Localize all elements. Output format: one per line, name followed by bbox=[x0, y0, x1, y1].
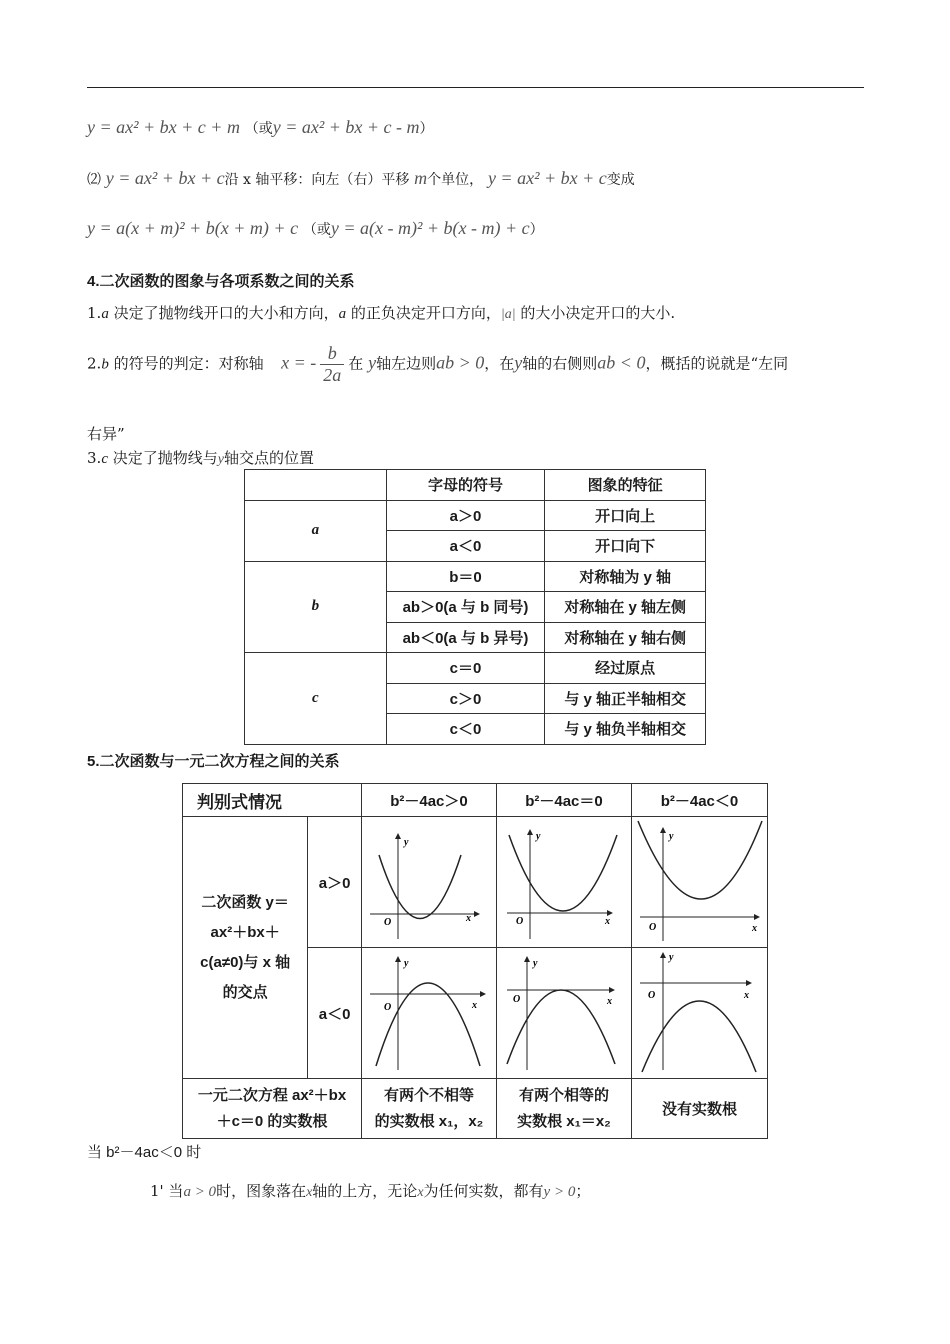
svg-text:y: y bbox=[403, 958, 409, 969]
table-row: 一元二次方程 ax²＋bx ＋c＝0 的实数根 有两个不相等 的实数根 x₁，x₂ 有两个相等的 实数根 x₁＝x₂ 没有实数根 bbox=[183, 1079, 768, 1139]
svg-text:O: O bbox=[648, 922, 657, 933]
parabola-down-two-roots bbox=[362, 948, 496, 1078]
svg-text:O: O bbox=[383, 1002, 392, 1013]
graph-cell bbox=[361, 817, 496, 948]
parabola-down-one-root bbox=[497, 948, 631, 1078]
parabola bbox=[642, 1001, 756, 1072]
svg-text:y: y bbox=[403, 837, 409, 848]
parabola-up-no-roots bbox=[632, 817, 767, 947]
svg-text:x: x bbox=[751, 923, 757, 934]
table-row: c＞0 与 y 轴正半轴相交 bbox=[245, 683, 706, 714]
parabola-up-one-root bbox=[497, 817, 631, 947]
formula-line-1: y = ax² + bx + c + m （或y = ax² + bx + c - m） bbox=[87, 117, 434, 137]
svg-text:O: O bbox=[647, 990, 656, 1001]
parabola bbox=[507, 990, 615, 1064]
graph-cell bbox=[631, 948, 767, 1079]
table-row: a＜0 y x O y x O y x O bbox=[183, 948, 768, 1079]
graph-cell bbox=[361, 948, 496, 1079]
item-2: 2.b 的符号的判定：对称轴 x = - $\frac{b}{2a}$ 在 y轴左边则ab > 0，在y轴的右侧则ab < 0，概括的说就是“左同 bbox=[87, 343, 789, 385]
section-4-title: 4.二次函数的图象与各项系数之间的关系 bbox=[87, 273, 355, 290]
svg-text:y: y bbox=[535, 831, 541, 842]
roots-label: 一元二次方程 ax²＋bx ＋c＝0 的实数根 bbox=[183, 1079, 362, 1139]
formula-line-2: ⑵ y = ax² + bx + c沿 x 轴平移：向左（右）平移 m个单位， y = ax² + bx + c变成 bbox=[87, 168, 635, 188]
table-row: a a＞0 开口向上 bbox=[245, 500, 706, 531]
table-row: 判别式情况 b²－4ac＞0 b²－4ac＝0 b²－4ac＜0 bbox=[183, 784, 768, 817]
table-row: 二次函数 y＝ ax²＋bx＋ c(a≠0)与 x 轴 的交点 a＞0 y x O y x O y x O bbox=[183, 817, 768, 948]
table-row: ab＜0(a 与 b 异号) 对称轴在 y 轴右侧 bbox=[245, 622, 706, 653]
graph-cell bbox=[631, 817, 767, 948]
footer-condition: 当 b²－4ac＜0 时 bbox=[87, 1144, 202, 1161]
fraction-b-2a: $\frac{b}{2a}$ bbox=[320, 343, 344, 386]
svg-text:x: x bbox=[606, 996, 612, 1007]
svg-text:x: x bbox=[465, 913, 471, 924]
svg-text:y: y bbox=[668, 952, 674, 963]
svg-text:O: O bbox=[383, 917, 392, 928]
svg-text:x: x bbox=[743, 990, 749, 1001]
item-3: 3.c 决定了抛物线与y轴交点的位置 bbox=[87, 449, 314, 467]
parabola-down-no-roots bbox=[632, 948, 767, 1078]
graph-cell bbox=[496, 817, 631, 948]
item-1: 1.a 决定了抛物线开口的大小和方向，a 的正负决定开口方向，|a| 的大小决定开口的大小. bbox=[87, 304, 676, 322]
table-row: b b＝0 对称轴为 y 轴 bbox=[245, 561, 706, 592]
parabola-up-two-roots bbox=[362, 817, 496, 947]
footer-statement: 1' 当a > 0时，图象落在x轴的上方，无论x为任何实数，都有y > 0； bbox=[150, 1182, 591, 1200]
parabola bbox=[379, 855, 461, 919]
table-row: c c＝0 经过原点 bbox=[245, 653, 706, 684]
svg-text:y: y bbox=[668, 831, 674, 842]
section-5-title: 5.二次函数与一元二次方程之间的关系 bbox=[87, 753, 340, 770]
intersection-label: 二次函数 y＝ ax²＋bx＋ c(a≠0)与 x 轴 的交点 bbox=[183, 817, 308, 1079]
parabola bbox=[509, 835, 617, 911]
table-row: c＜0 与 y 轴负半轴相交 bbox=[245, 714, 706, 745]
svg-text:O: O bbox=[515, 916, 524, 927]
table-row: 字母的符号 图象的特征 bbox=[245, 470, 706, 501]
discriminant-table bbox=[182, 783, 768, 1139]
item-2-continued: 右异” bbox=[87, 425, 125, 443]
table-row: a＜0 开口向下 bbox=[245, 531, 706, 562]
parabola bbox=[638, 821, 762, 899]
svg-text:O: O bbox=[512, 994, 521, 1005]
header-rule bbox=[87, 87, 864, 88]
svg-text:x: x bbox=[471, 1000, 477, 1011]
svg-text:x: x bbox=[604, 916, 610, 927]
parabola bbox=[376, 983, 480, 1066]
graph-cell bbox=[496, 948, 631, 1079]
formula-line-3: y = a(x + m)² + b(x + m) + c （或y = a(x - m)² + b(x - m) + c） bbox=[87, 218, 544, 238]
table-row: ab＞0(a 与 b 同号) 对称轴在 y 轴左侧 bbox=[245, 592, 706, 623]
svg-text:y: y bbox=[532, 958, 538, 969]
coefficient-table bbox=[244, 469, 706, 745]
